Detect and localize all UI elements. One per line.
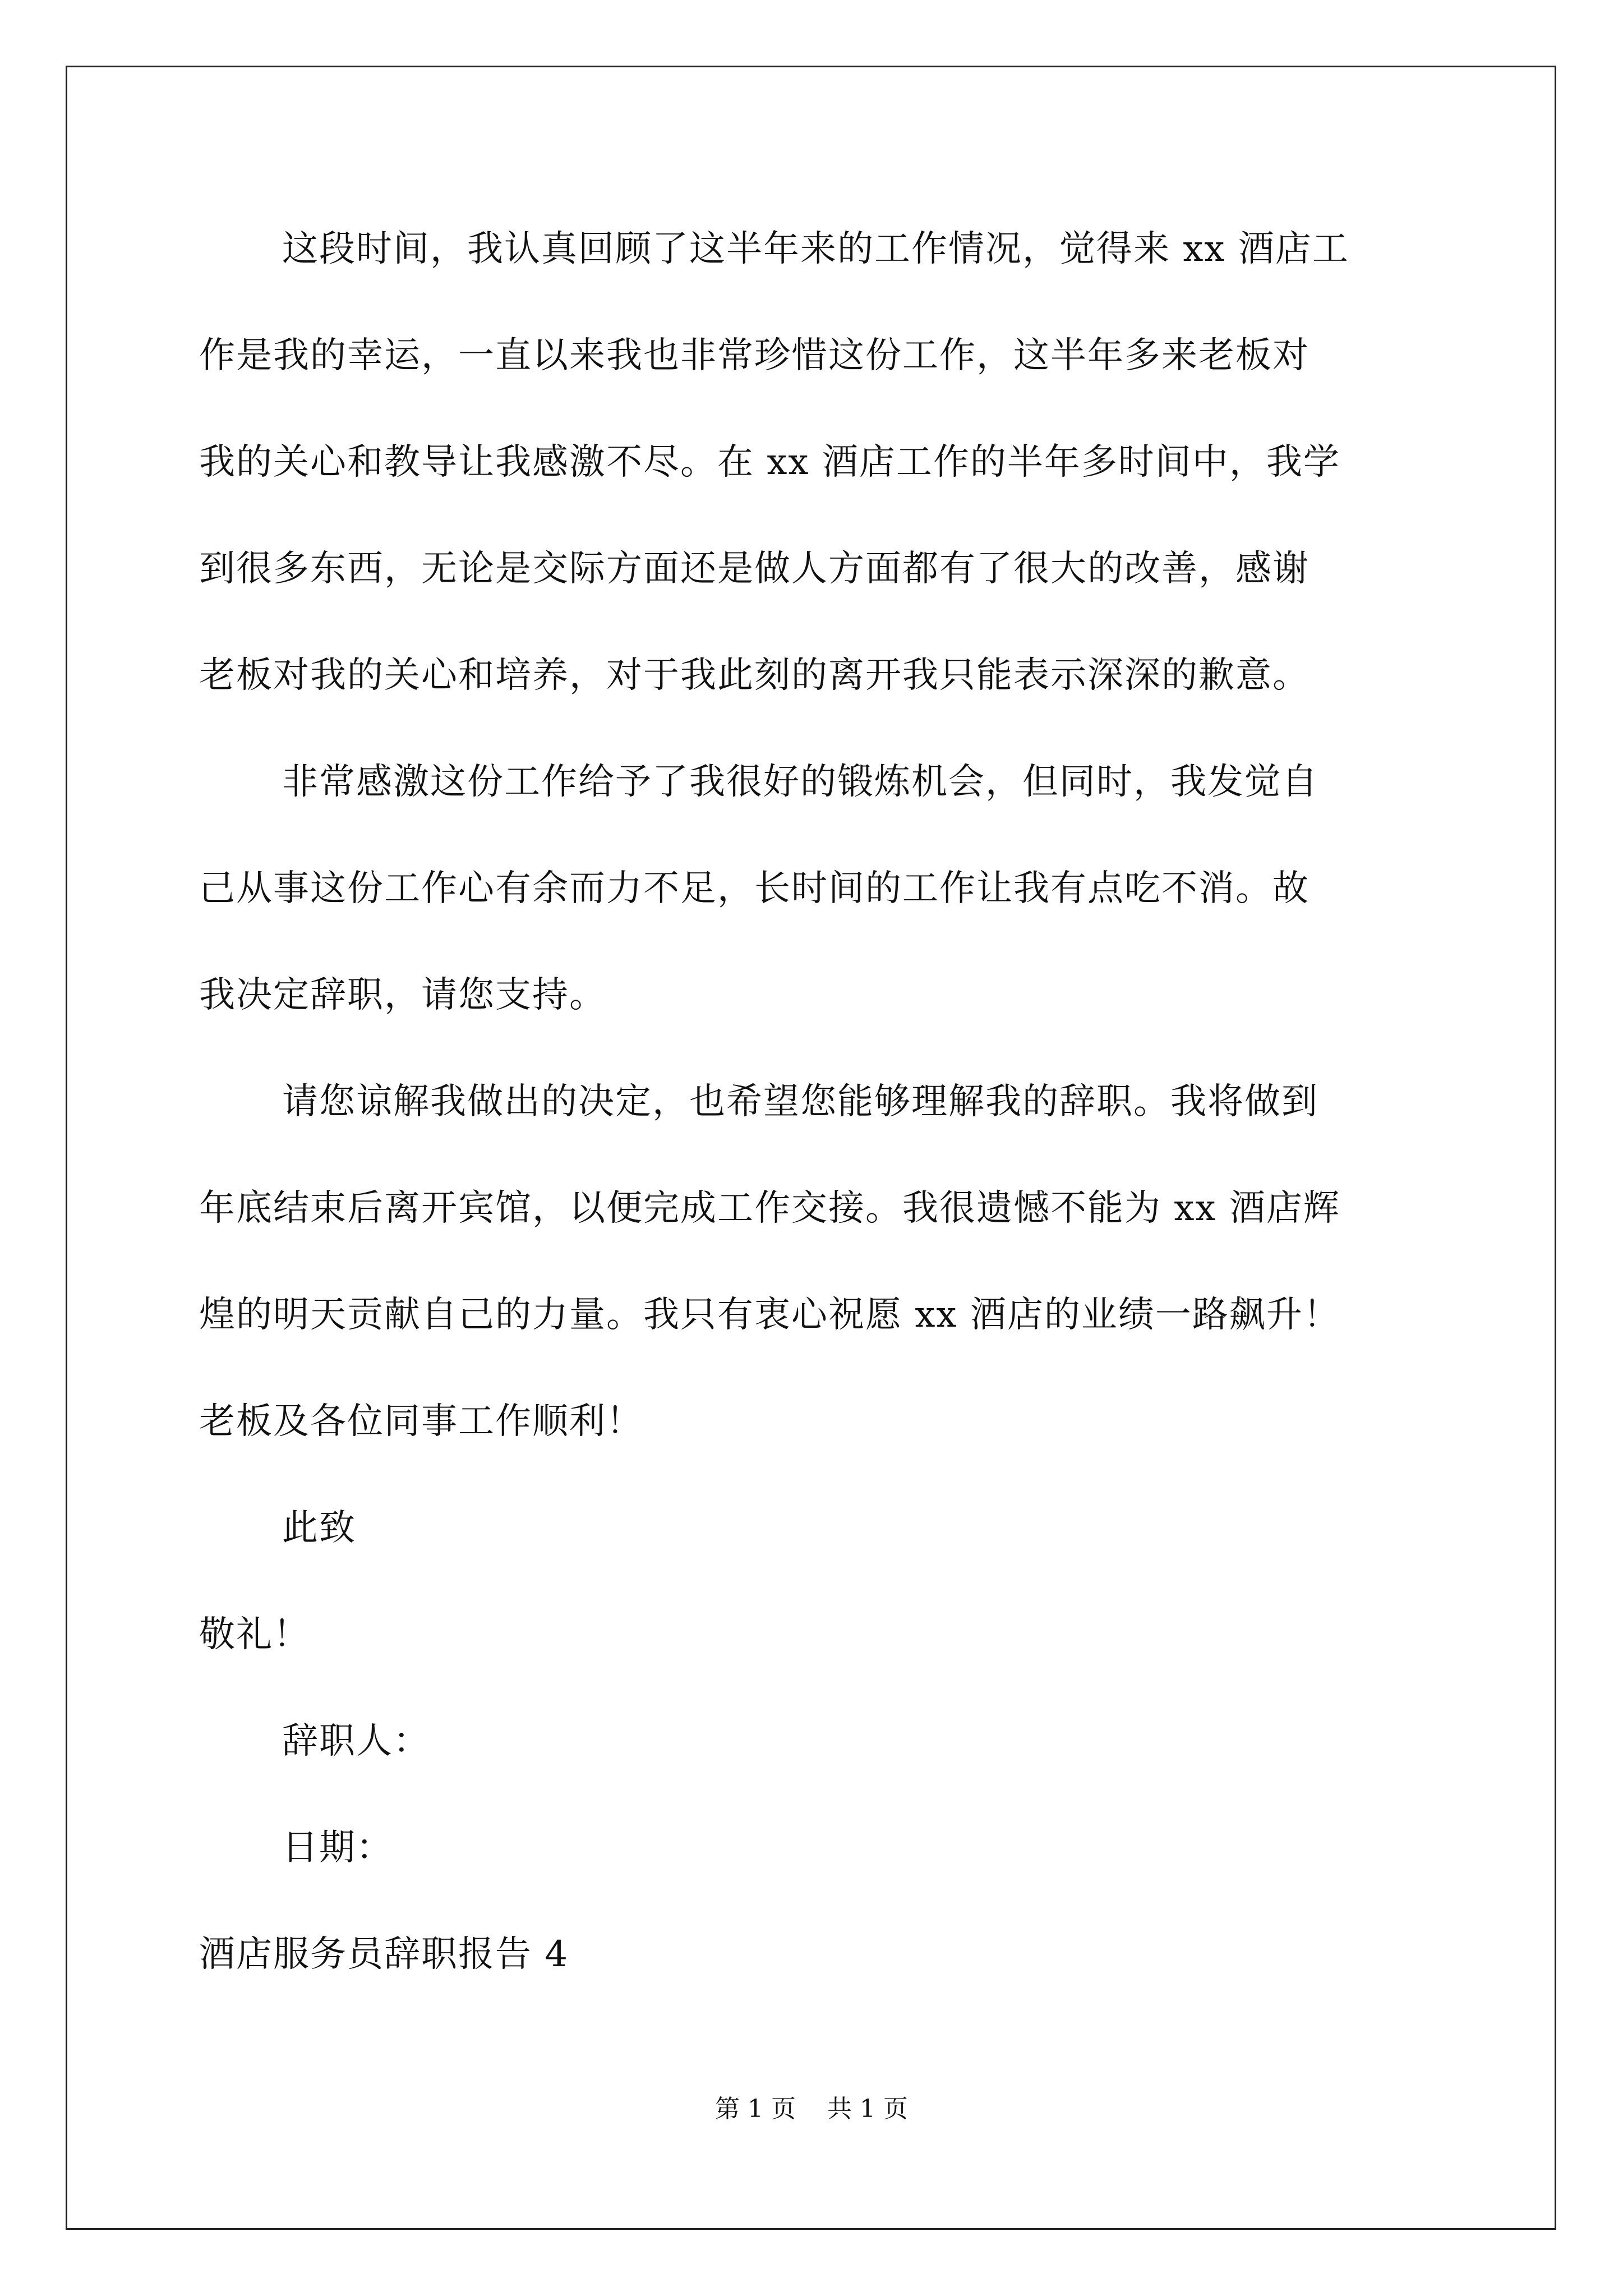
signature-label: 辞职人： — [282, 1720, 430, 1762]
paragraph-3-line-4: 老板及各位同事工作顺利！ — [199, 1401, 643, 1442]
date-label: 日期： — [282, 1827, 393, 1869]
page-number-footer: 第 1 页 共 1 页 — [715, 2095, 908, 2123]
paragraph-1-line-5: 老板对我的关心和培养，对于我此刻的离开我只能表示深深的歉意。 — [199, 655, 1310, 696]
paragraph-1-line-1: 这段时间，我认真回顾了这半年来的工作情况，觉得来 xx 酒店工 — [282, 228, 1349, 270]
paragraph-1-line-4: 到很多东西，无论是交际方面还是做人方面都有了很大的改善，感谢 — [199, 548, 1310, 590]
paragraph-1-line-3: 我的关心和教导让我感激不尽。在 xx 酒店工作的半年多时间中，我学 — [199, 441, 1340, 483]
paragraph-2-line-3: 我决定辞职，请您支持。 — [199, 974, 606, 1016]
page-frame — [66, 66, 1556, 2230]
closing-regards: 敬礼！ — [199, 1614, 310, 1655]
paragraph-2-line-2: 己从事这份工作心有余而力不足，长时间的工作让我有点吃不消。故 — [199, 868, 1310, 909]
paragraph-3-line-2: 年底结束后离开宾馆，以便完成工作交接。我很遗憾不能为 xx 酒店辉 — [199, 1188, 1340, 1229]
paragraph-2-line-1: 非常感激这份工作给予了我很好的锻炼机会，但同时，我发觉自 — [282, 761, 1318, 803]
paragraph-1-line-2: 作是我的幸运，一直以来我也非常珍惜这份工作，这半年多来老板对 — [199, 335, 1310, 376]
closing-salutation: 此致 — [282, 1507, 356, 1549]
next-section-heading: 酒店服务员辞职报告 4 — [199, 1934, 569, 1975]
paragraph-3-line-1: 请您谅解我做出的决定，也希望您能够理解我的辞职。我将做到 — [282, 1081, 1318, 1122]
paragraph-3-line-3: 煌的明天贡献自己的力量。我只有衷心祝愿 xx 酒店的业绩一路飙升！ — [199, 1294, 1340, 1336]
